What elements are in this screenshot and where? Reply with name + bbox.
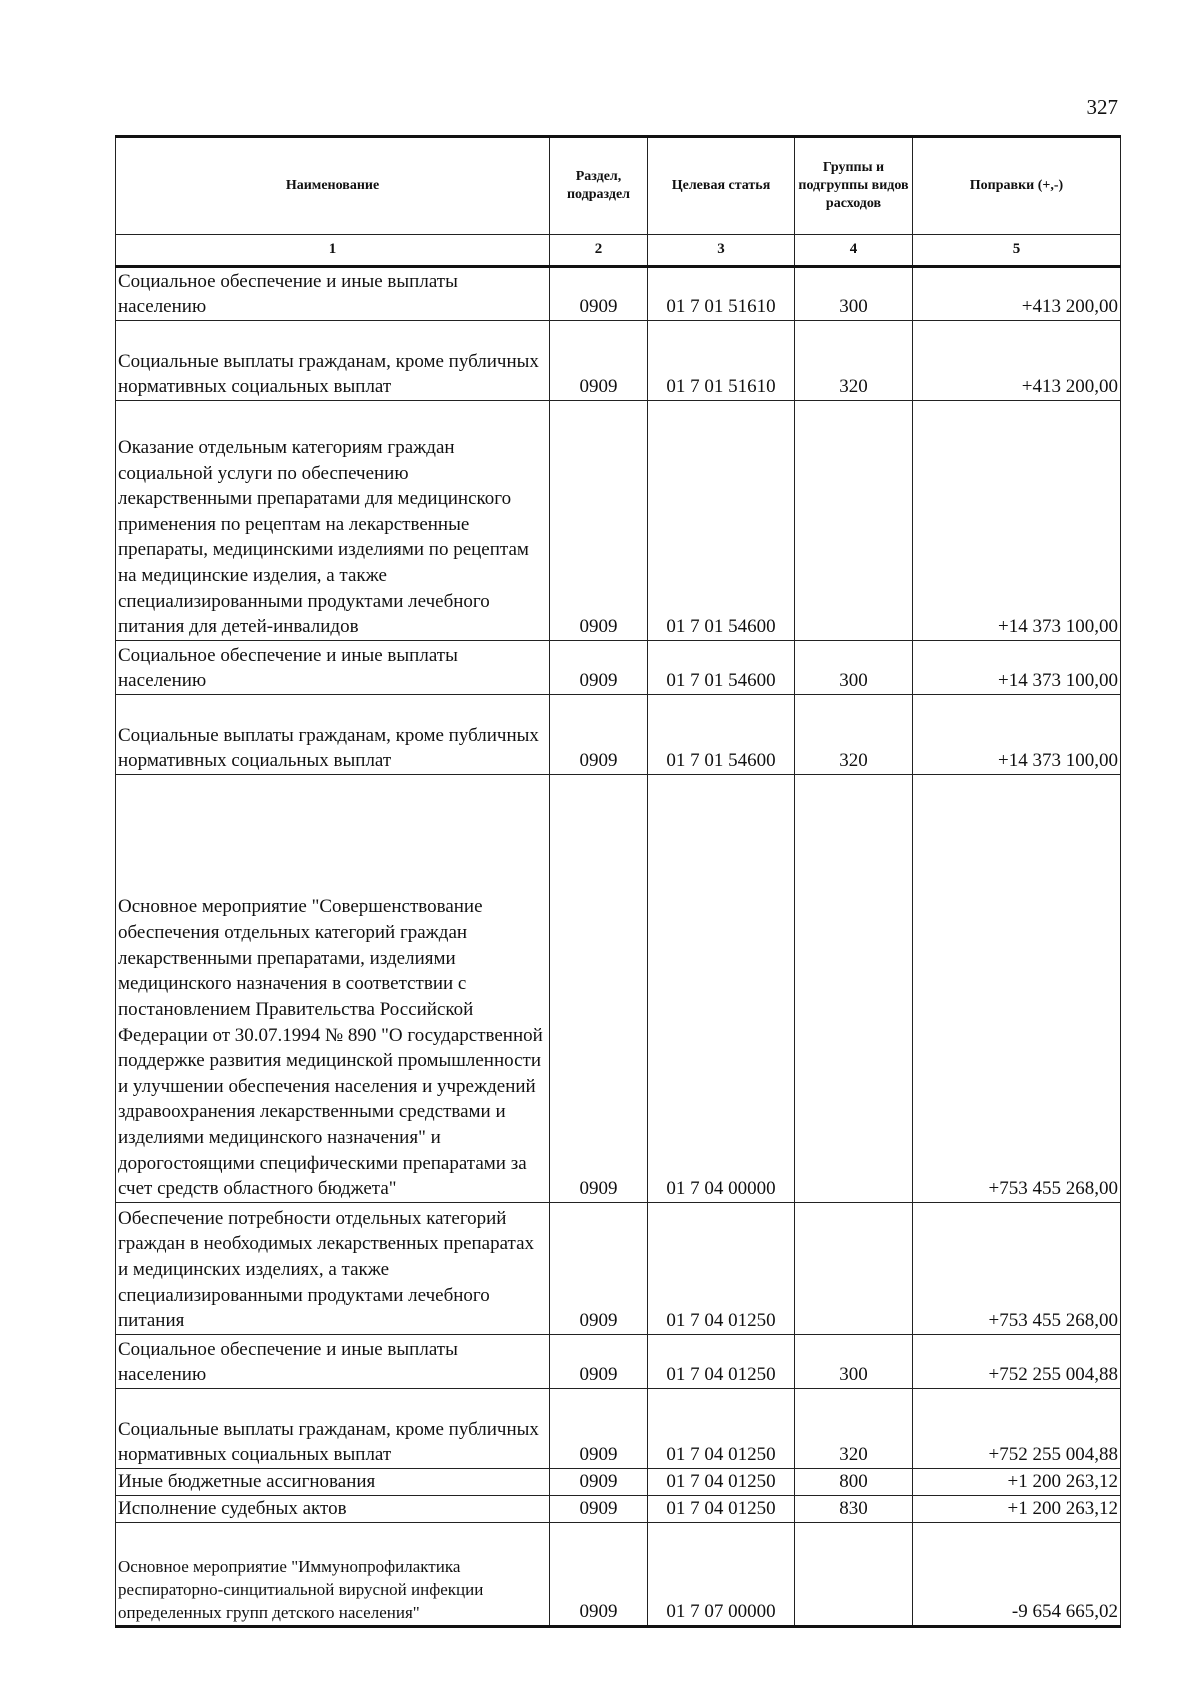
row-section: 0909 [550, 1389, 648, 1469]
row-name: Социальное обеспечение и иные выплаты населению [116, 641, 550, 695]
row-name: Основное мероприятие "Иммунопрофилактика респираторно-синцитиальной вирусной инфекции определенных групп детского населения" [116, 1523, 550, 1627]
row-name: Иные бюджетные ассигнования [116, 1469, 550, 1496]
row-target: 01 7 04 01250 [648, 1469, 795, 1496]
row-section: 0909 [550, 401, 648, 641]
row-section: 0909 [550, 321, 648, 401]
row-group [795, 1523, 913, 1627]
row-amount: +1 200 263,12 [913, 1496, 1121, 1523]
row-name: Обеспечение потребности отдельных категорий граждан в необходимых лекарственных препаратах и медицинских изделиях, а также специализированными продуктами лечебного питания [116, 1203, 550, 1335]
row-group: 830 [795, 1496, 913, 1523]
column-number: 5 [913, 235, 1121, 267]
row-amount: +1 200 263,12 [913, 1469, 1121, 1496]
row-name: Социальные выплаты гражданам, кроме публичных нормативных социальных выплат [116, 321, 550, 401]
column-number: 2 [550, 235, 648, 267]
row-amount: +752 255 004,88 [913, 1389, 1121, 1469]
row-group: 800 [795, 1469, 913, 1496]
row-section: 0909 [550, 1496, 648, 1523]
row-target: 01 7 01 54600 [648, 401, 795, 641]
header-name: Наименование [116, 137, 550, 235]
row-target: 01 7 01 54600 [648, 641, 795, 695]
row-group: 320 [795, 695, 913, 775]
row-name: Социальные выплаты гражданам, кроме публичных нормативных социальных выплат [116, 695, 550, 775]
row-amount: +413 200,00 [913, 321, 1121, 401]
table-row [116, 1469, 1121, 1496]
row-amount: +753 455 268,00 [913, 775, 1121, 1203]
table-row [116, 1203, 1121, 1335]
row-name: Социальные выплаты гражданам, кроме публичных нормативных социальных выплат [116, 1389, 550, 1469]
column-number: 4 [795, 235, 913, 267]
row-group [795, 401, 913, 641]
row-section: 0909 [550, 1469, 648, 1496]
table-row [116, 641, 1121, 695]
page-number: 327 [1086, 95, 1118, 119]
row-target: 01 7 01 51610 [648, 267, 795, 321]
column-number: 3 [648, 235, 795, 267]
header-expense-groups: Группы и подгруппы видов расходов [795, 137, 913, 235]
row-target: 01 7 01 54600 [648, 695, 795, 775]
row-target: 01 7 04 01250 [648, 1203, 795, 1335]
row-amount: +14 373 100,00 [913, 695, 1121, 775]
header-row [116, 137, 1121, 235]
header-amendments: Поправки (+,-) [913, 137, 1121, 235]
table-row [116, 1523, 1121, 1627]
row-group: 320 [795, 321, 913, 401]
row-group: 300 [795, 641, 913, 695]
row-target: 01 7 04 00000 [648, 775, 795, 1203]
table-row [116, 1389, 1121, 1469]
row-amount: +413 200,00 [913, 267, 1121, 321]
row-amount: -9 654 665,02 [913, 1523, 1121, 1627]
row-section: 0909 [550, 775, 648, 1203]
row-section: 0909 [550, 1523, 648, 1627]
row-name: Социальное обеспечение и иные выплаты населению [116, 267, 550, 321]
row-name: Исполнение судебных актов [116, 1496, 550, 1523]
table-row [116, 1335, 1121, 1389]
table-row [116, 321, 1121, 401]
row-amount: +14 373 100,00 [913, 641, 1121, 695]
column-number-row [116, 235, 1121, 267]
table-row [116, 1496, 1121, 1523]
row-section: 0909 [550, 641, 648, 695]
row-group: 300 [795, 267, 913, 321]
row-group: 300 [795, 1335, 913, 1389]
header-target-article: Целевая статья [648, 137, 795, 235]
row-amount: +752 255 004,88 [913, 1335, 1121, 1389]
row-group [795, 1203, 913, 1335]
row-section: 0909 [550, 267, 648, 321]
table-row [116, 775, 1121, 1203]
table-row [116, 401, 1121, 641]
row-amount: +753 455 268,00 [913, 1203, 1121, 1335]
header-section: Раздел, подраздел [550, 137, 648, 235]
row-group [795, 775, 913, 1203]
row-group: 320 [795, 1389, 913, 1469]
budget-amendments-table [115, 135, 1121, 1628]
row-name: Основное мероприятие "Совершенствование обеспечения отдельных категорий граждан лекарственными препаратами, изделиями медицинского назначения в соответствии с постановлением Правительства Российской Федерации от 30.07.1994 № 890 "О государственной поддержке развития медицинской промышленности и улучшении обеспечения населения и учреждений здравоохранения лекарственными средствами и изделиями медицинского назначения" и дорогостоящими специфическими препаратами за счет средств областного бюджета" [116, 775, 550, 1203]
row-section: 0909 [550, 695, 648, 775]
row-section: 0909 [550, 1203, 648, 1335]
table-row [116, 695, 1121, 775]
row-target: 01 7 07 00000 [648, 1523, 795, 1627]
row-amount: +14 373 100,00 [913, 401, 1121, 641]
column-number: 1 [116, 235, 550, 267]
row-section: 0909 [550, 1335, 648, 1389]
row-target: 01 7 04 01250 [648, 1389, 795, 1469]
row-name: Оказание отдельным категориям граждан социальной услуги по обеспечению лекарственными препаратами для медицинского применения по рецептам на лекарственные препараты, медицинскими изделиями по рецептам на медицинские изделия, а также специализированными продуктами лечебного питания для детей-инвалидов [116, 401, 550, 641]
row-target: 01 7 04 01250 [648, 1496, 795, 1523]
table-row [116, 267, 1121, 321]
row-target: 01 7 01 51610 [648, 321, 795, 401]
row-target: 01 7 04 01250 [648, 1335, 795, 1389]
row-name: Социальное обеспечение и иные выплаты населению [116, 1335, 550, 1389]
